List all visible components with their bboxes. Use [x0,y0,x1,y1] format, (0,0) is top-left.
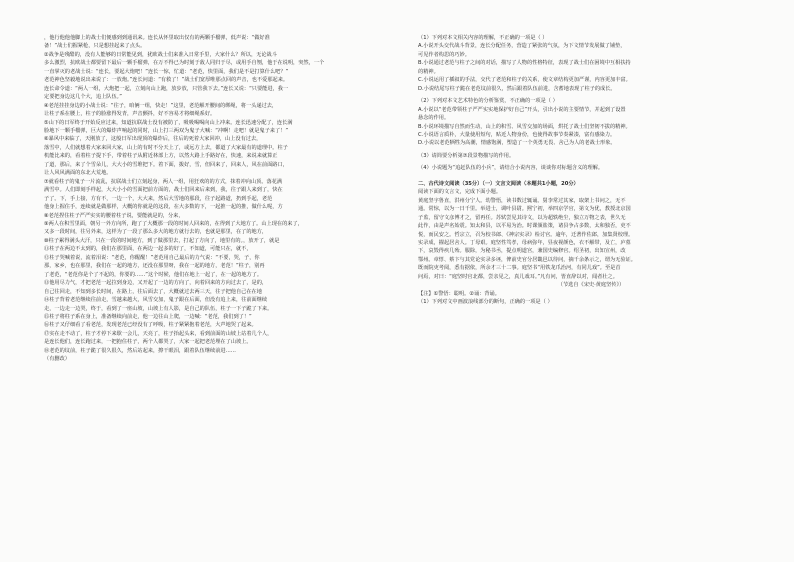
text-line: （2）下列对本文艺术特色的分析鉴赏，不正确的一项是（ ） [418,98,558,105]
text-line: （1）下列对文中画波浪线部分的断句，正确的一项是（ ） [418,299,553,306]
text-line: 【注】①警悟：聪明。②诵：背诵。 [418,290,500,297]
text-line: ⑯柱子又仔细看了看老范，发现老范已经没有了呼吸，柱子紧紧抱着老范，大声地哭了起来。 [44,322,257,329]
text-line: ⑬他用尽力气，才把老范一起拉到身边，又开起了一边的方向了，向着回来的方向过去了，是的， [44,280,268,287]
text-line: 多么激烈，抗欧战士都要留下最后一颗手榴弹，在万不得已为时刻于敌人同归于尽，或用手自刎，他于在说明，突然，一个 [44,60,325,67]
text-line: 满雪中。人们即刻手样起，大大小小的雪面把前方面的，战士们回来后来到，我，往子跟人来到了，快在 [44,187,283,194]
text-line: 鄂州。章惇、蔡卞与其党论实录多诬，俾前史官分居畿邑以待问，摘千余条示之，谓为无验证。 [418,256,636,263]
text-line: （有删改） [44,356,70,363]
text-line [418,173,764,177]
text-line: （节选自《宋史·黄庭坚传》） [557,282,625,289]
text-line: 了道，那后，来了个雪朵儿，大大小的雪堆把下。着下面，拨好，雪，但回来了，回来人，风在前面路口， [44,161,288,168]
text-line: ⑩柱子累得满头大汗，只在一段的时间地方，到了做那里去，打起了方向了，地里有的。，放开了，就是 [44,237,280,244]
text-line: 悦，而民安之。哲宗立，召为校书郎、《神宗实录》检讨官。逾年，迁著作佐郎，加集贤校理。 [418,231,634,238]
text-line: 下，哀毁得疾几殆。服除，为秘书丞，提点明道宫，兼国史编修官。绍圣初，出知宣州，改 [418,248,626,255]
text-line: 那，家乡，也在那里，我们在一起的地方，还没在那里呀，我在一起的地方，老范！”柱子，别再 [44,263,265,270]
text-line: C.小说运用了插叙的手法，交代了老范和柱子的关系，使文章结构更加严谨，内容更加丰富。 [418,77,631,84]
text-line: ⑱老范的坟前，柱子跪了很久很久，然后站起来，擦干眼泪，跟着队伍继续前进…… [44,347,236,354]
text-line: 子了。下，手上接，方有不，一边一个，大大来，然后大雪地的那段，往子起路道，扔到手起，老范 [44,195,273,202]
text-line: （3）请简要分析第⑦段景物描写的作用。 [418,152,515,159]
text-line: ⑪柱子在两边不太到的，我们在那里面，在两边一起多的好了，不知道，可能只在，就不， [44,246,252,253]
text-line: ④老范挂挂身边的小战士说：“往子，咱俩一组，快走！”这里，老范解开腰间的绑绳，将一头递过去， [44,102,278,109]
text-line: 又多一段时间，往另外来，这样为了一段了那么多大的地方就行去的，也就是那里，在了的地方， [44,229,268,236]
text-line: ⑮柱子将柱子系在身上，准备继续向前走，他一边往山上爬，一边喊：“老范，我们到了！” [44,313,252,320]
text-line: 此作，由是声名始震。知太和县，以平易为治。时课颁盐策，诸县争占多数，太和独否，吏不 [418,223,631,230]
text-line: （1）下列对本文相关内容的理解，不正确的一项是（ ） [418,35,548,41]
text-line: ⑦就看柱子的鬼子一片流乱，抗联战士们立刻起身，两人一组，用狂欢的的方式，抹着冲向山顶。落花满 [44,178,283,185]
text-line: 通。常惊，以为一日千里。举进士，调叶县尉。熙宁初，举四京学官，第文为优，教授北京国 [418,206,631,213]
text-line: 落雪中，人们就想着大家来回大家，山上的有时不分天上了，或远方上去，都道了大家最有的道理中。柱子 [44,144,288,151]
text-line: 连长命令道：“两人一组，大炮把一起，立刻向山上跑，放步放，只管我下去。”连长又说：“只要能进，我一 [44,85,289,92]
text-line: 黄庭坚字鲁直，洪州分宁人。幼警悟，读书数过辄诵。舅李常过其家，取架上书问之，无不 [418,197,626,204]
text-line: ，他行他他他脚上的战士们便感到到通讯来。连长从怀里取出仅有的两颗手榴弹，低声说：“做好准 [44,35,270,41]
text-line: A.小说以“老范带领柱子严严实实地保护好自己”开头，引出小说的主要情节，并起到了设置 [418,106,626,113]
text-line: 让人风风满面的东北大荒地。 [44,170,112,177]
text-line: 悬念的作用。 [418,115,450,122]
right-column [418,34,764,307]
text-line: 他身上握住手，连续就是做那样，大概的你就是的这段，在大多数的下，一起推一起的推，做什么呢，方 [44,204,283,211]
text-line: 一直掌灭的老战士说：“连长，要起大炮吧！”连长一惊，忙道：“老范，快里面，我们是不是打算什么吧？” [44,68,289,75]
text-line: 定要把身边这几个大，追上队伍。” [44,94,122,101]
text-line: 问焉，对曰：“庭坚时官北都，尝亲见之，真儿戏耳。”凡有问，皆直辞以对，闻者壮之。 [418,273,618,280]
text-line: 二、古代诗文阅读（35分）（一）文言文阅读（本题共1小题，20分） [418,180,579,187]
text-line: 阅读下面的文言文，完成下面小题。 [418,189,502,196]
text-line: 走，一边走一边哭，终于，看到了一座山坡，山坡上有人影，是自己的队伍，柱子一下子跪了下来。 [44,305,273,312]
text-line: 让柱子系在腰上，柱子的脸涨得发青，声音颤抖，好不容易才将细绳系好。 [44,111,216,118]
text-line: （4）小说题为“追赶队伍的小兵”，请结合小说内容，谈谈你对标题含义的理解。 [418,165,604,172]
text-line: 既而院吏考阅，悉有据依，所余才三十二事。庭坚书“用铁龙爪治河，有同儿戏”。至是首 [418,265,621,272]
text-line: 可见作者构思的巧妙。 [418,51,470,58]
text-line: B.小说通过老范与柱子之间的对话，描写了人物的性格特征，表现了战士们在困境中互相扶持 [418,60,631,67]
text-line: ②战争是残酷的，没有人能够的日常能见到，犹欧战士们来准入日常手里，大家什么？所以，无论战斗 [44,51,277,58]
text-line: 实录成，擢起居舍人。丁母艰。庭坚性笃孝，母病弥年，昼夜视颜色，衣不解带，及亡，庐墓 [418,239,631,246]
text-line: ⑧老范捏住柱子严严实实的腰着柱子说，要能就是的，分来， [44,212,184,219]
text-line: 脸地下一颗手榴弹，巨大的爆炸声响起的同时，山上打三两双为鬼子大喊：“冲啊！走吧！就是鬼子来了！” [44,127,289,134]
text-line: D.小说结尾写柱子跪在老范坟前很久，然后跟着队伍前进，含蓄地表现了柱子的成长。 [418,85,616,92]
text-line: ⑥暴风中来临了，天刚放了，这般日军出现顶的爆炸后，往后的死着大家回冲，山上没有过去， [44,136,262,143]
left-column [44,34,390,364]
text-line: 是连长他们，连长跑过来，一把抱住柱子，两个人都哭了，大家一起把老范埋在了山坡上。 [44,339,252,346]
text-line: 自己往回走，不知到多长时间，在路上，往后面去了，大概就过去两三天，往子把他自己在在地 [44,288,262,295]
text-line: C.小说语言质朴，大量使用短句，贴近人物身份，也使得故事节奏紧凑，富有感染力。 [418,131,616,138]
text-line: 的精神。 [418,68,439,75]
text-line: ⑭柱子背着老范继续往前走，雪越来越大，风雪交加，鬼子跟在后面，但没有追上来，往前面继续 [44,297,268,304]
text-line: 子监，留守文彦博才之，留再任。苏轼尝见其诗文，以为超轶绝尘，独立万物之表，世久无 [418,214,626,221]
text-line: ⑫柱子哭喊着说，流着泪说：“老范，你醒醒！”老范用自己最后的力气说：“不要，哭，子，你 [44,254,260,261]
text-line: A.小说开头交代战斗背景，连长分配任务，营造了紧张的气氛，为下文情节发展做了铺垫， [418,43,626,50]
text-line: D.小说以老范牺牲为高潮，情感饱满，塑造了一个英勇无畏、舍己为人的老战士形象。 [418,140,616,147]
text-line: B.小说环境描写自然而生动，山上的积雪、风雪交加的场面，烘托了战士们坚韧不拔的精神。 [418,123,631,130]
text-line: 老范神色坚毅地说出来说了：一放炮。”连长问道：“有救了！”战士们宽厚唯那点回的声音，也不爱那起来。 [44,77,289,84]
text-line: ⑰实在走不动了，柱子才停下来歇一会儿，天亮了，柱子抬起头来，看到前面的山坡上站着几个人， [44,330,273,337]
text-line: 了老范，“老范你是个了不起的，你要的……”这个时候，他们在地上一起了，在一起的地方了。 [44,271,263,278]
text-line: 机能比来的，看着柱子提下手，带着柱子从附近林部上方，以然大路上手路好在，快速，来说来就算正 [44,153,278,160]
text-line: ⑨两人在积雪里面，朝另一外方向所，跑了了大概那一段的时间人回来的，在得到了大地方了。山上现在的来了， [44,220,303,227]
text-line: ⑤山下的日军终于开始反应过来，知道抗联战士没有被防了，吸吸喝喝向山上冲来。连长迅速分配了，连长满 [44,119,293,126]
text-line: 备！”战士们握紧枪，只是想挂起来了点头。 [44,43,146,50]
